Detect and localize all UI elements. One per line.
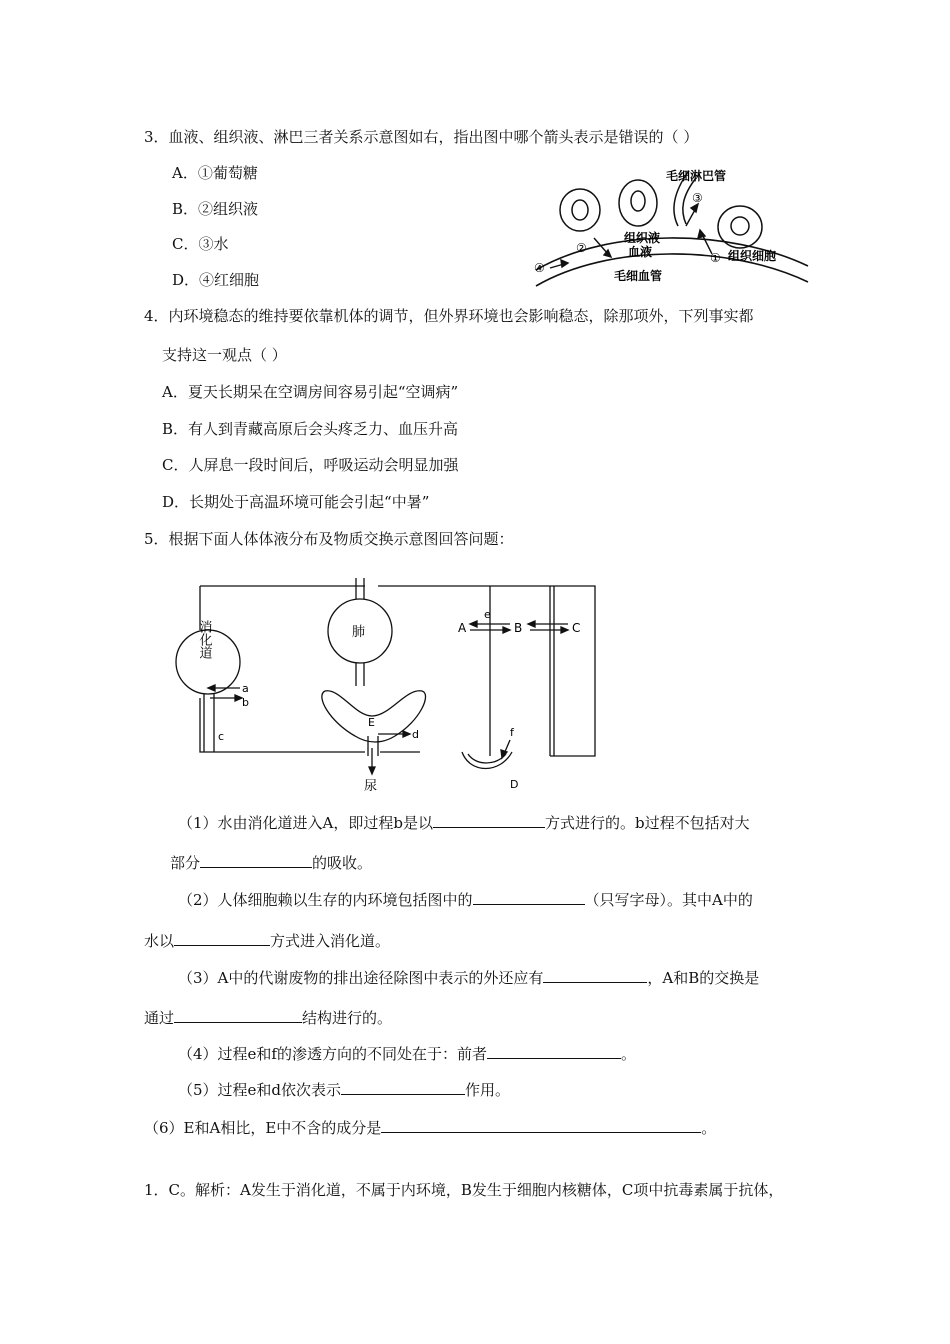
q5-p2-text-d: 方式进入消化道。: [270, 932, 391, 950]
label-e: e: [484, 608, 491, 621]
q5-p3-text-d: 结构进行的。: [302, 1009, 393, 1027]
label-d: d: [412, 728, 419, 741]
marker-2: ②: [576, 241, 587, 255]
q5-p5-text-a: （5）过程e和d依次表示: [178, 1081, 342, 1099]
q5-p2-line1: [178, 890, 753, 910]
q5-blank-8[interactable]: [341, 1080, 465, 1095]
q3-option-c: C．③水: [172, 235, 229, 253]
q5-p3-text-b: ，A和B的交换是: [647, 969, 760, 987]
q5-p1-line1: [178, 813, 750, 833]
q5-p3-line1: [178, 968, 759, 988]
q5-p6-text-a: （6）E和A相比，E中不含的成分是: [144, 1119, 382, 1137]
q4-option-c: C．人屏息一段时间后，呼吸运动会明显加强: [162, 456, 459, 474]
q5-p1-text-c: 部分: [170, 854, 201, 872]
q5-blank-2[interactable]: [200, 853, 312, 868]
marker-4: ④: [534, 261, 545, 275]
q5-p3-line2: [144, 1008, 392, 1028]
circulation-bottom: [200, 698, 420, 752]
q5-p3-text-c: 通过: [144, 1009, 175, 1027]
q4-stem-line1: 4．内环境稳态的维持要依靠机体的调节，但外界环境也会影响稳态，除那项外，下列事实都: [144, 307, 754, 325]
label-B: B: [514, 621, 523, 635]
answer-text: 1．C。解析：A发生于消化道，不属于内环境，B发生于细胞内核糖体，C项中抗毒素属于抗体，: [144, 1181, 784, 1199]
label-c: c: [218, 730, 225, 743]
label-b: b: [242, 696, 249, 709]
lung-label: 肺: [352, 625, 366, 640]
q4-option-b: B．有人到青藏高原后会头疼乏力、血压升高: [162, 420, 459, 438]
marker-3: ③: [692, 191, 703, 205]
q5-p2-text-b: （只写字母）。其中A中的: [584, 891, 753, 909]
label-C: C: [572, 621, 581, 635]
q5-p6: [144, 1118, 716, 1138]
q5-p1-text-d: 的吸收。: [312, 854, 373, 872]
label-f: f: [510, 726, 514, 739]
q5-p1-text-b: 方式进行的。b过程不包括对大: [544, 814, 750, 832]
q5-blank-1[interactable]: [433, 813, 545, 828]
tissue-fluid-label: 组织液: [624, 231, 661, 245]
q5-figure: [170, 576, 610, 796]
q5-p4-text-b: 。: [620, 1045, 636, 1063]
q3-option-b: B．②组织液: [172, 200, 259, 218]
q4-option-d: D．长期处于高温环境可能会引起“中暑”: [162, 493, 430, 511]
q5-p6-text-b: 。: [701, 1119, 717, 1137]
q5-p5-text-b: 作用。: [465, 1081, 511, 1099]
marker-1: ①: [710, 251, 721, 265]
label-A: A: [458, 621, 467, 635]
q3-stem: 3．血液、组织液、淋巴三者关系示意图如右，指出图中哪个箭头表示是错误的（ ）: [144, 128, 699, 146]
q5-p1-text-a: （1）水由消化道进入A，即过程b是以: [178, 814, 433, 832]
circulation-top: [200, 586, 595, 756]
q5-p2-line2: [144, 931, 390, 951]
label-D: D: [510, 778, 519, 791]
urine-label: 尿: [364, 779, 378, 794]
capillary-label: 毛细血管: [614, 269, 663, 283]
q3-option-d: D．④红细胞: [172, 271, 260, 289]
label-E: E: [368, 716, 375, 729]
q4-option-a: A．夏天长期呆在空调房间容易引起“空调病”: [162, 383, 459, 401]
q5-p4: [178, 1044, 636, 1064]
digestive-label: 消化道: [196, 620, 212, 659]
q5-blank-4[interactable]: [174, 931, 270, 946]
q5-blank-6[interactable]: [174, 1008, 302, 1023]
q5-blank-3[interactable]: [473, 890, 585, 905]
tissue-cell-1: [560, 189, 600, 231]
lymph-label: 毛细淋巴管: [666, 169, 727, 183]
q5-blank-7[interactable]: [487, 1044, 621, 1059]
q3-figure: [528, 158, 810, 290]
q5-p2-text-c: 水以: [144, 932, 175, 950]
q5-p1-line2: [170, 853, 372, 873]
q5-p2-text-a: （2）人体细胞赖以生存的内环境包括图中的: [178, 891, 473, 909]
q5-blank-5[interactable]: [543, 968, 647, 983]
cell-label: 组织细胞: [728, 249, 777, 263]
q5-stem: 5．根据下面人体体液分布及物质交换示意图回答问题：: [144, 530, 514, 548]
q5-p4-text-a: （4）过程e和f的渗透方向的不同处在于：前者: [178, 1045, 487, 1063]
label-a: a: [242, 682, 249, 695]
q5-blank-9[interactable]: [381, 1118, 701, 1133]
q5-p3-text-a: （3）A中的代谢废物的排出途径除图中表示的外还应有: [178, 969, 544, 987]
q4-stem-line2: 支持这一观点（ ）: [162, 346, 287, 364]
tissue-cell-2: [619, 180, 657, 226]
q5-p5: [178, 1080, 510, 1100]
q3-option-a: A．①葡萄糖: [172, 164, 258, 182]
blood-label: 血液: [628, 245, 653, 259]
